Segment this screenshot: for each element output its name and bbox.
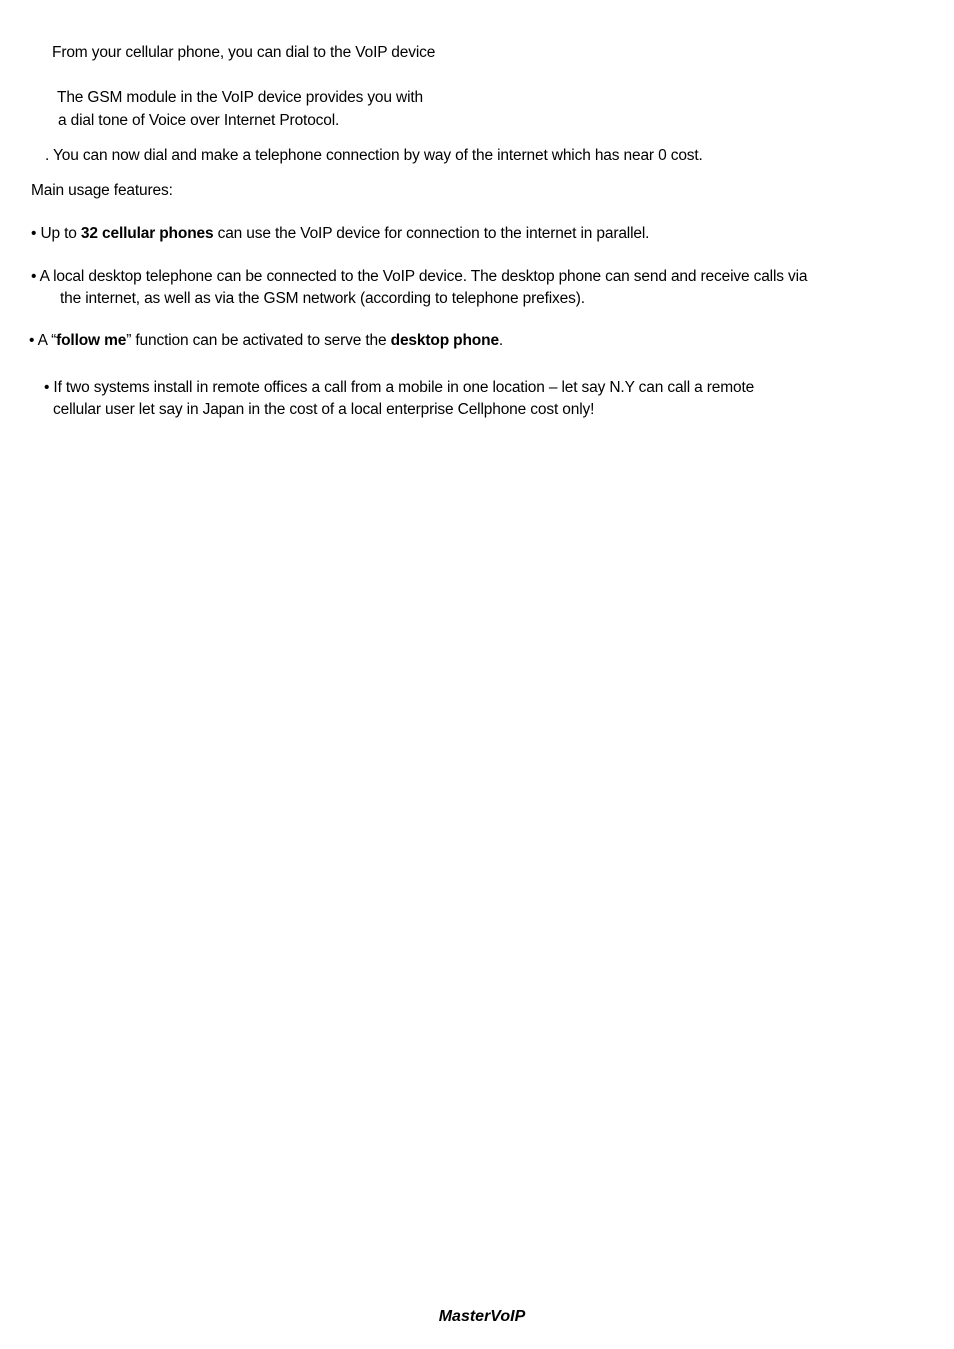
intro-line-3: a dial tone of Voice over Internet Protocol. bbox=[58, 112, 340, 129]
feature-bullet-1 bbox=[31, 224, 649, 244]
feature-bullet-2-line-1: • A local desktop telephone can be connected to the VoIP device. The desktop phone can send and receive calls via bbox=[31, 268, 808, 285]
page-footer: MasterVoIP bbox=[438, 1308, 526, 1325]
bullet-3-bold-2: desktop phone bbox=[390, 332, 499, 349]
bullet-3-pre: • A “ bbox=[29, 332, 57, 349]
intro-line-4: . You can now dial and make a telephone connection by way of the internet which has near 0 cost. bbox=[45, 147, 703, 164]
bullet-3-bold-1: follow me bbox=[56, 332, 127, 349]
bullet-marker: • bbox=[31, 225, 37, 242]
feature-bullet-4-line-1: • If two systems install in remote offices a call from a mobile in one location – let say N.Y can call a remote bbox=[44, 379, 755, 396]
bullet-1-pre: Up to bbox=[36, 225, 81, 242]
intro-line-2: The GSM module in the VoIP device provides you with bbox=[57, 89, 423, 106]
bullet-3-post: . bbox=[498, 332, 504, 349]
feature-bullet-4-line-2: cellular user let say in Japan in the cost of a local enterprise Cellphone cost only! bbox=[53, 401, 595, 418]
intro-line-1: From your cellular phone, you can dial to the VoIP device bbox=[52, 44, 436, 61]
bullet-1-post: can use the VoIP device for connection to the internet in parallel. bbox=[213, 225, 650, 242]
feature-bullet-2-line-2: the internet, as well as via the GSM network (according to telephone prefixes). bbox=[60, 290, 585, 307]
bullet-1-bold: 32 cellular phones bbox=[80, 225, 214, 242]
features-heading: Main usage features: bbox=[31, 182, 173, 199]
bullet-3-mid: ” function can be activated to serve the bbox=[126, 332, 391, 349]
feature-bullet-3 bbox=[29, 331, 503, 351]
